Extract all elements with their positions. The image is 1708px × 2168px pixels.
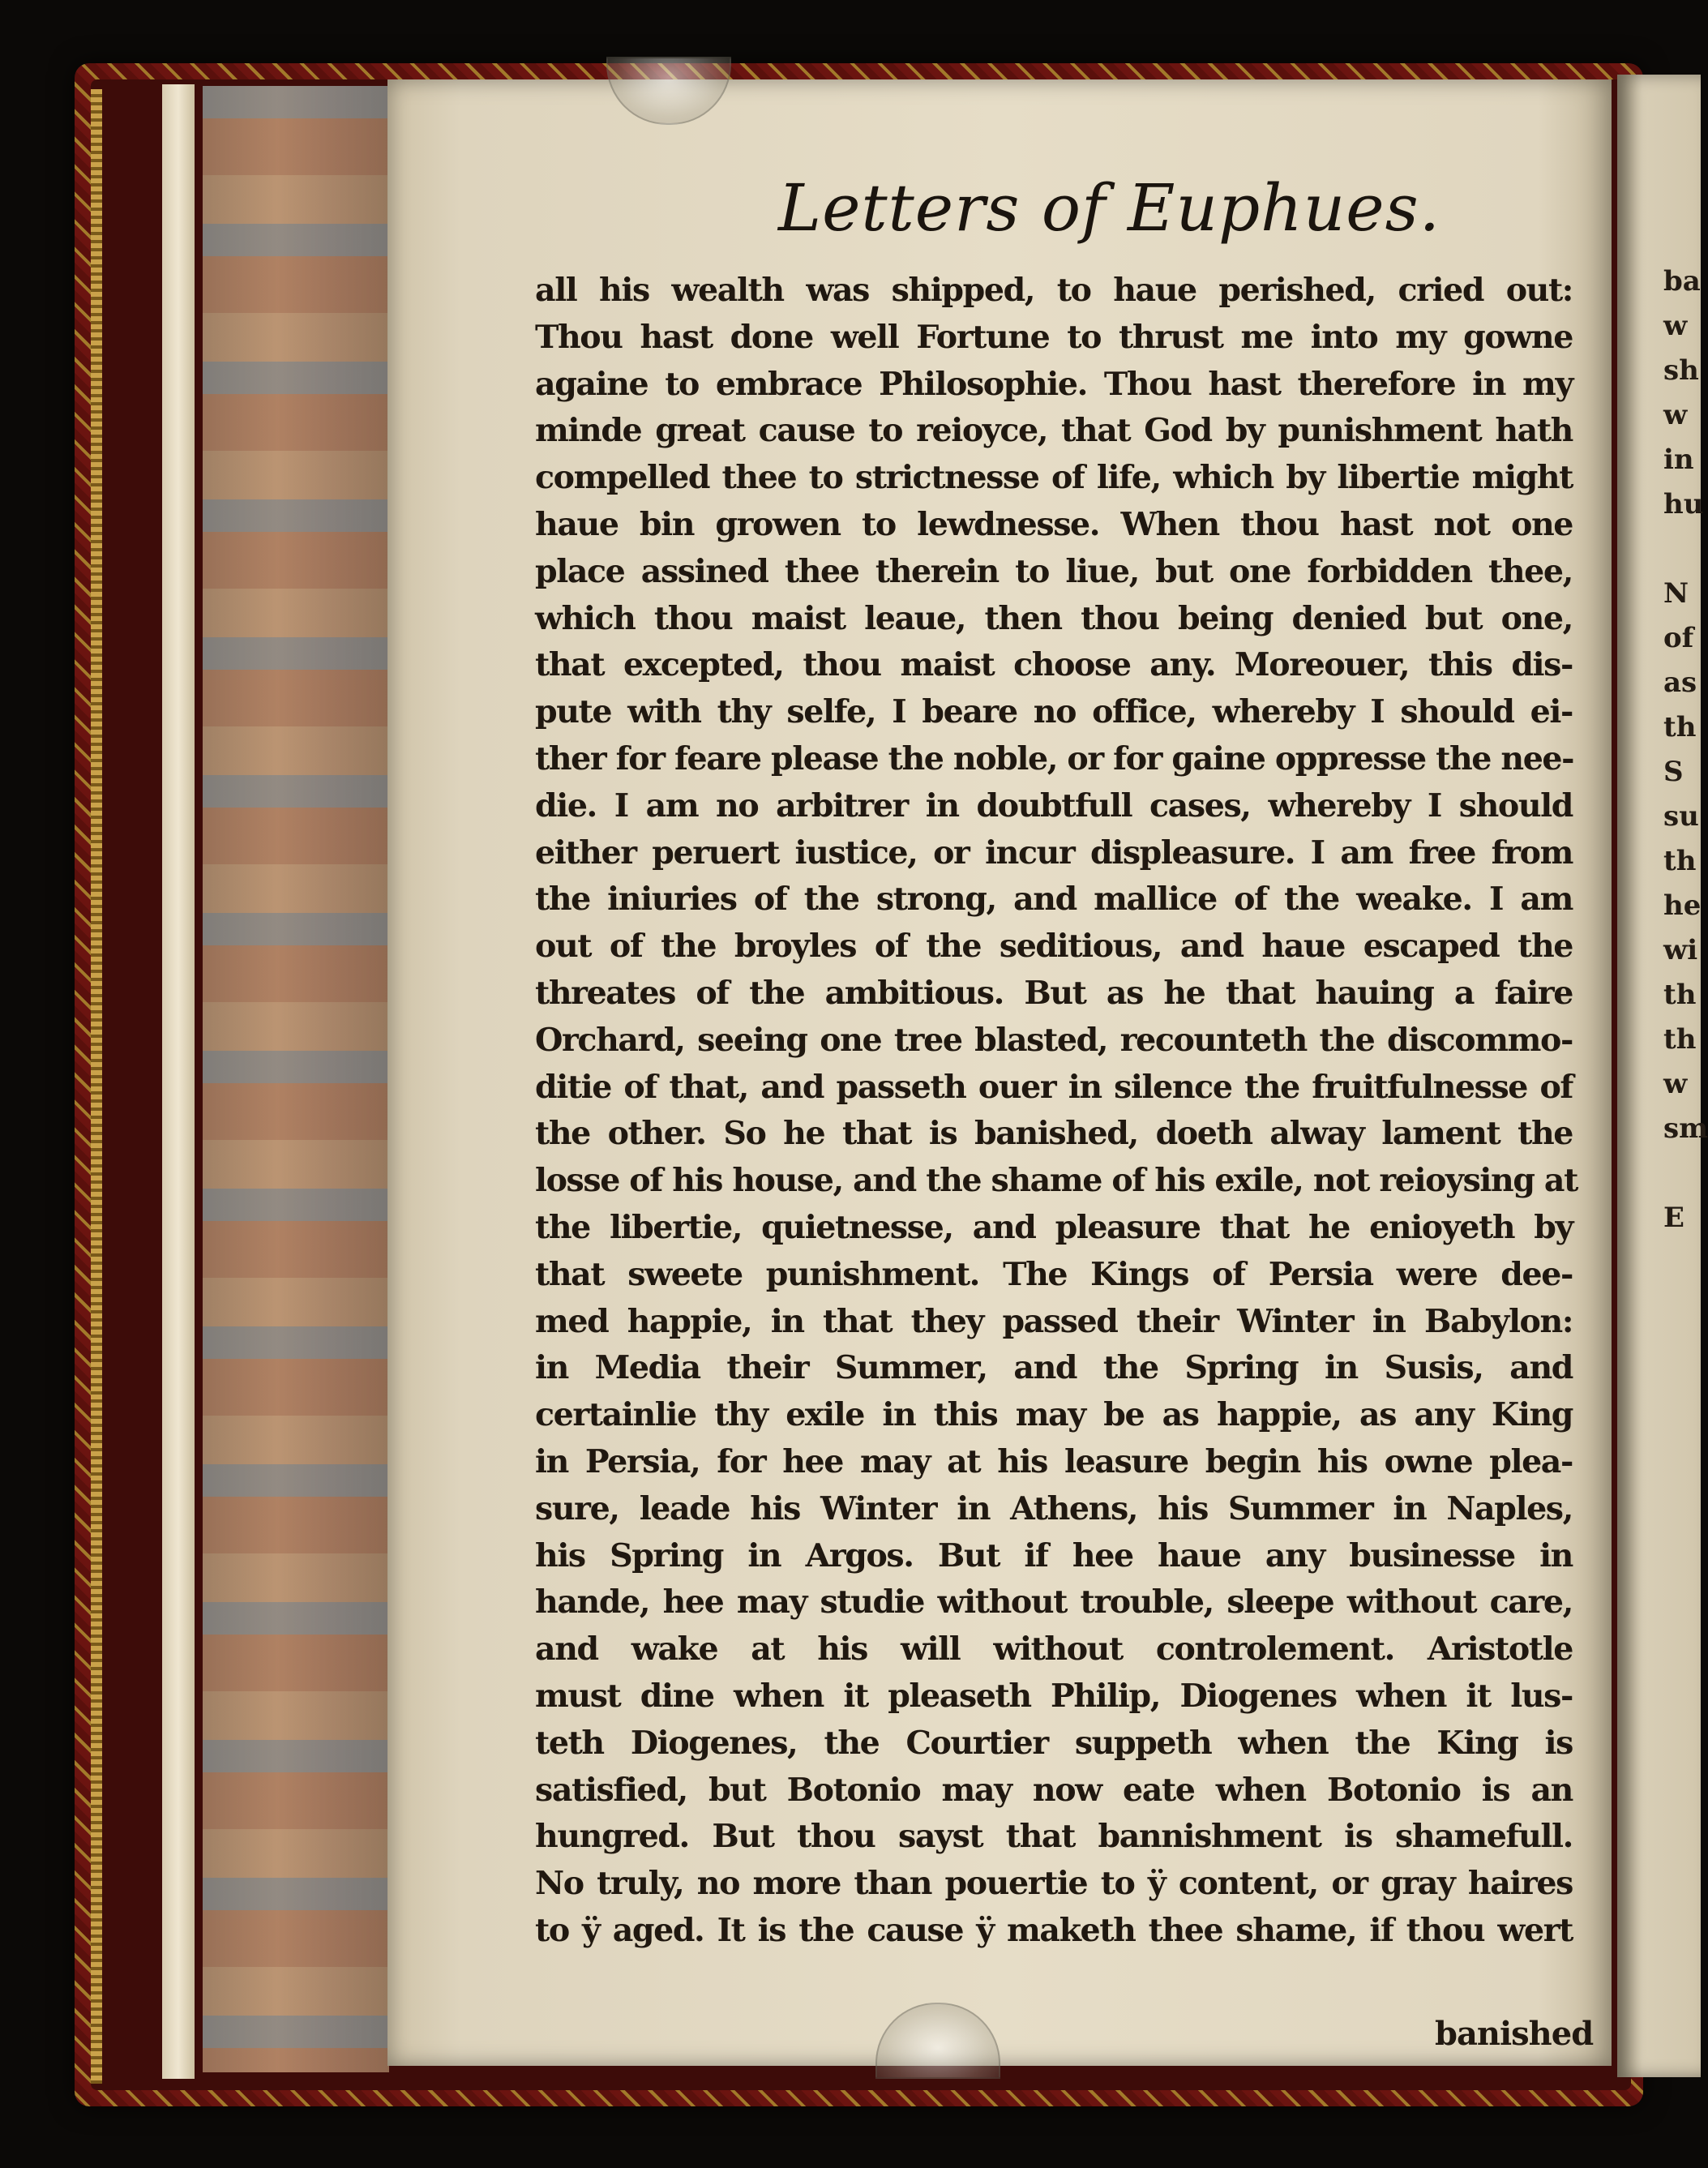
page-text <box>535 268 1577 1955</box>
facing-page-fragment: he <box>1663 889 1702 922</box>
page-edges <box>162 84 195 2079</box>
text-line: hungred. But thou sayst that bannishment is shamefull. <box>535 1818 1573 1856</box>
text-line: that excepted, thou maist choose any. Moreouer, this dis- <box>535 646 1573 684</box>
text-line: compelled thee to strictnesse of life, which by libertie might <box>535 459 1573 497</box>
facing-page-fragment: su <box>1663 800 1699 833</box>
catchword: banished <box>1435 2015 1594 2053</box>
text-line: to ÿ aged. It is the cause ÿ maketh thee shame, if thou wert <box>535 1911 1573 1949</box>
text-line: ditie of that, and passeth ouer in silence the fruitfulnesse of <box>535 1068 1573 1106</box>
text-line: med happie, in that they passed their Winter in Babylon: <box>535 1302 1573 1340</box>
gilt-edge <box>91 89 102 2084</box>
text-line: must dine when it pleaseth Philip, Diogenes when it lus- <box>535 1677 1573 1715</box>
facing-page-fragment: wi <box>1663 934 1698 966</box>
text-line: No truly, no more than pouertie to ÿ content, or gray haires <box>535 1865 1573 1903</box>
text-line: and wake at his will without controlement. Aristotle <box>535 1630 1573 1669</box>
facing-page-fragment: as <box>1663 666 1697 699</box>
facing-page-fragment: sh <box>1663 354 1699 387</box>
text-line: either peruert iustice, or incur displeasure. I am free from <box>535 833 1573 872</box>
running-head: Letters of Euphues. <box>778 170 1441 246</box>
text-line: threates of the ambitious. But as he that hauing a faire <box>535 974 1573 1012</box>
facing-page-fragment: S <box>1663 756 1684 788</box>
text-line: certainlie thy exile in this may be as happie, as any King <box>535 1396 1573 1434</box>
text-line: pute with thy selfe, I beare no office, whereby I should ei- <box>535 693 1573 731</box>
text-line: his Spring in Argos. But if hee haue any businesse in <box>535 1536 1573 1575</box>
text-line: losse of his house, and the shame of his exile, not reioysing at <box>535 1162 1577 1200</box>
text-line: in Persia, for hee may at his leasure begin his owne plea- <box>535 1442 1573 1480</box>
facing-page-fragment: th <box>1663 979 1697 1011</box>
text-line: hande, hee may studie without trouble, sleepe without care, <box>535 1583 1573 1622</box>
text-line: againe to embrace Philosophie. Thou hast therefore in my <box>535 365 1573 403</box>
text-line: out of the broyles of the seditious, and haue escaped the <box>535 928 1573 966</box>
text-line: the other. So he that is banished, doeth alway lament the <box>535 1115 1573 1153</box>
text-line: place assined thee therein to liue, but one forbidden thee, <box>535 552 1573 590</box>
facing-page-fragment: in <box>1663 443 1694 476</box>
text-line: teth Diogenes, the Courtier suppeth when the King is <box>535 1724 1573 1762</box>
text-line: which thou maist leaue, then thou being denied but one, <box>535 599 1573 637</box>
facing-page-fragment: ba <box>1663 265 1701 298</box>
facing-page-fragment: E <box>1663 1202 1684 1234</box>
facing-page-fragment: th <box>1663 711 1697 743</box>
facing-page-fragment: w <box>1663 1068 1688 1100</box>
text-line: all his wealth was shipped, to haue perished, cried out: <box>535 272 1573 309</box>
facing-page-fragment: sm <box>1663 1112 1708 1145</box>
text-line: haue bin growen to lewdnesse. When thou hast not one <box>535 505 1573 543</box>
facing-page-fragment: w <box>1663 399 1688 431</box>
facing-page-text <box>1663 259 1708 1240</box>
text-line: in Media their Summer, and the Spring in Susis, and <box>535 1349 1573 1387</box>
facing-page-fragment: th <box>1663 845 1697 877</box>
facing-page-fragment: hu <box>1663 488 1704 521</box>
facing-page-fragment: N <box>1663 577 1689 610</box>
facing-page-fragment: w <box>1663 310 1688 342</box>
text-line: satisfied, but Botonio may now eate when Botonio is an <box>535 1771 1573 1809</box>
text-line: the iniuries of the strong, and mallice of the weake. I am <box>535 880 1573 919</box>
facing-page-fragment: th <box>1663 1023 1697 1056</box>
text-line: that sweete punishment. The Kings of Persia were dee- <box>535 1255 1573 1293</box>
text-line: minde great cause to reioyce, that God by punishment hath <box>535 412 1573 450</box>
text-line: Orchard, seeing one tree blasted, recounteth the discommo- <box>535 1021 1573 1059</box>
text-line: Thou hast done well Fortune to thrust me into my gowne <box>535 318 1573 356</box>
marbled-endpaper <box>203 86 389 2072</box>
text-line: ther for feare please the noble, or for gaine oppresse the nee- <box>535 739 1574 778</box>
facing-page-fragment <box>1663 1151 1701 1196</box>
facing-page-fragment <box>1663 527 1701 572</box>
text-line: the libertie, quietnesse, and pleasure that he enioyeth by <box>535 1208 1573 1246</box>
text-line: sure, leade his Winter in Athens, his Summer in Naples, <box>535 1489 1573 1527</box>
facing-page-fragment: of <box>1663 622 1694 654</box>
text-line: die. I am no arbitrer in doubtfull cases, whereby I should <box>535 786 1573 825</box>
